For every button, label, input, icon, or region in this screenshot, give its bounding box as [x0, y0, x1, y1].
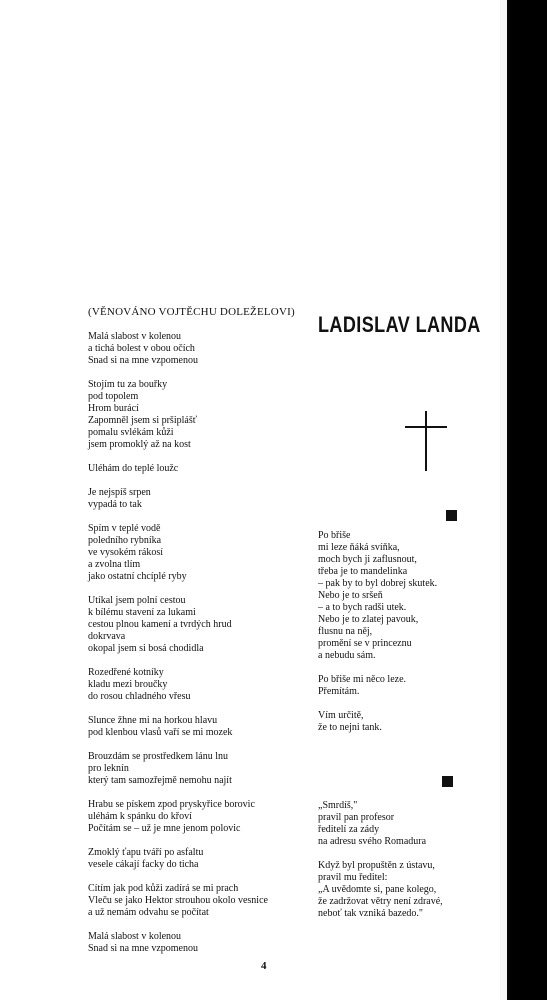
poem-line: Zapomněl jsem si pršiplášť — [88, 415, 197, 426]
poem-line: Vleču se jako Hektor strouhou okolo vesnice — [88, 895, 268, 906]
stanza — [88, 883, 308, 919]
poem-line: Po břiše mi něco leze. — [318, 674, 407, 685]
poem-line: a nebudu sám. — [318, 650, 376, 661]
poem-line: neboť tak vzniká bazedo." — [318, 908, 423, 919]
poem-line: flusnu na něj, — [318, 626, 373, 637]
stanza — [318, 800, 498, 848]
poem-line: Slunce žhne mi na horkou hlavu — [88, 715, 218, 726]
poem-line: poledního rybníka — [88, 535, 162, 546]
poem-line: Stojím tu za bouřky — [88, 379, 168, 390]
poem-line: mi leze ňáká svíňka, — [318, 542, 400, 553]
dedication-heading: (VĚNOVÁNO VOJTĚCHU DOLEŽELOVI) — [88, 306, 295, 318]
poem-line: „A uvědomte si, pane kolego, — [318, 884, 437, 895]
poem-left-column — [88, 331, 308, 967]
poem-line: vypadá to tak — [88, 499, 142, 510]
poem-line: Nebo je to sršeň — [318, 590, 383, 601]
poem-line: – a to bych radši utek. — [318, 602, 407, 613]
poem-line: Rozedřené kotníky — [88, 667, 164, 678]
poem-right-column — [318, 530, 498, 746]
poem-line: do rosou chladného vřesu — [88, 691, 191, 702]
poem-line: Cítím jak pod kůži zadírá se mi prach — [88, 883, 239, 894]
stanza — [88, 931, 308, 955]
poem-line: pod klenbou vlasů vaří se mi mozek — [88, 727, 233, 738]
poem-line: vesele cákají facky do ticha — [88, 859, 199, 870]
poem-line: Utíkal jsem polní cestou — [88, 595, 186, 606]
poem-line: Brouzdám se prostředkem lánu lnu — [88, 751, 228, 762]
poem-line: Malá slabost v kolenou — [88, 331, 182, 342]
stanza — [88, 847, 308, 871]
poem-line: pod topolem — [88, 391, 139, 402]
poem-line: kladu mezi broučky — [88, 679, 168, 690]
poem-line: jsem promoklý až na kost — [88, 439, 191, 450]
stanza — [318, 710, 498, 734]
author-name: LADISLAV LANDA — [318, 312, 481, 337]
poem-line: že to nejni tank. — [318, 722, 382, 733]
stanza — [88, 463, 308, 475]
poem-line: Když byl propuštěn z ústavu, — [318, 860, 435, 871]
poem-line: Vím určitě, — [318, 710, 364, 721]
story-right-column — [318, 800, 498, 932]
stanza — [318, 860, 498, 920]
poem-line: okopal jsem si bosá chodidla — [88, 643, 204, 654]
stanza — [88, 331, 308, 367]
poem-line: Počítám se – už je mne jenom polovic — [88, 823, 241, 834]
page-number: 4 — [261, 960, 267, 972]
stanza — [88, 799, 308, 835]
poem-line: na adresu svého Romadura — [318, 836, 427, 847]
poem-line: ve vysokém rákosí — [88, 547, 163, 558]
stanza — [88, 667, 308, 703]
poem-line: pomalu svlékám kůži — [88, 427, 174, 438]
poem-line: pravil mu ředitel: — [318, 872, 388, 883]
poem-line: – pak by to byl dobrej skutek. — [318, 578, 438, 589]
poem-line: že zadržovat větry není zdravé, — [318, 896, 443, 907]
poem-line: ředitelí za zády — [318, 824, 380, 835]
poem-line: Hrom burácí — [88, 403, 139, 414]
poem-line: Snad si na mne vzpomenou — [88, 943, 198, 954]
stanza — [88, 595, 308, 655]
poem-line: který tam samozřejmě nemohu najít — [88, 775, 232, 786]
poem-line: k bílému stavení za lukami — [88, 607, 196, 618]
poem-line: moch bych ji zaflusnout, — [318, 554, 417, 565]
poem-line: Nebo je to zlatej pavouk, — [318, 614, 419, 625]
poem-line: a už nemám odvahu se počítat — [88, 907, 209, 918]
section-square-icon — [442, 776, 453, 787]
poem-line: dokrvava — [88, 631, 126, 642]
stanza — [88, 487, 308, 511]
poem-line: a tichá bolest v obou očích — [88, 343, 195, 354]
poem-line: a zvolna tlím — [88, 559, 141, 570]
poem-line: promění se v princeznu — [318, 638, 412, 649]
poem-line: Uléhám do teplé loužc — [88, 463, 179, 474]
stanza — [88, 523, 308, 583]
poem-line: Snad si na mne vzpomenou — [88, 355, 198, 366]
stanza — [318, 530, 498, 662]
poem-line: pravil pan profesor — [318, 812, 395, 823]
poem-line: uléhám k spánku do křoví — [88, 811, 192, 822]
poem-line: Je nejspíš srpen — [88, 487, 151, 498]
poem-line: Zmoklý ťapu tváří po asfaltu — [88, 847, 204, 858]
poem-line: pro leknín — [88, 763, 129, 774]
poem-line: Spím v teplé vodě — [88, 523, 161, 534]
stanza — [88, 751, 308, 787]
stanza — [318, 674, 498, 698]
section-square-icon — [446, 510, 457, 521]
poem-line: Hrabu se pískem zpod pryskyřice borovic — [88, 799, 255, 810]
poem-line: „Smrdíš," — [318, 800, 358, 811]
poem-line: třeba je to mandelinka — [318, 566, 408, 577]
page-left-edge — [0, 0, 10, 1000]
black-border — [507, 0, 547, 1000]
poem-line: cestou plnou kamení a tvrdých hrud — [88, 619, 232, 630]
page-edge-strip — [500, 0, 507, 1000]
cross-icon — [405, 411, 447, 471]
poem-line: jako ostatní chcíplé ryby — [88, 571, 187, 582]
stanza — [88, 715, 308, 739]
poem-line: Přemítám. — [318, 686, 360, 697]
poem-line: Malá slabost v kolenou — [88, 931, 182, 942]
poem-line: Po břiše — [318, 530, 351, 541]
stanza — [88, 379, 308, 451]
